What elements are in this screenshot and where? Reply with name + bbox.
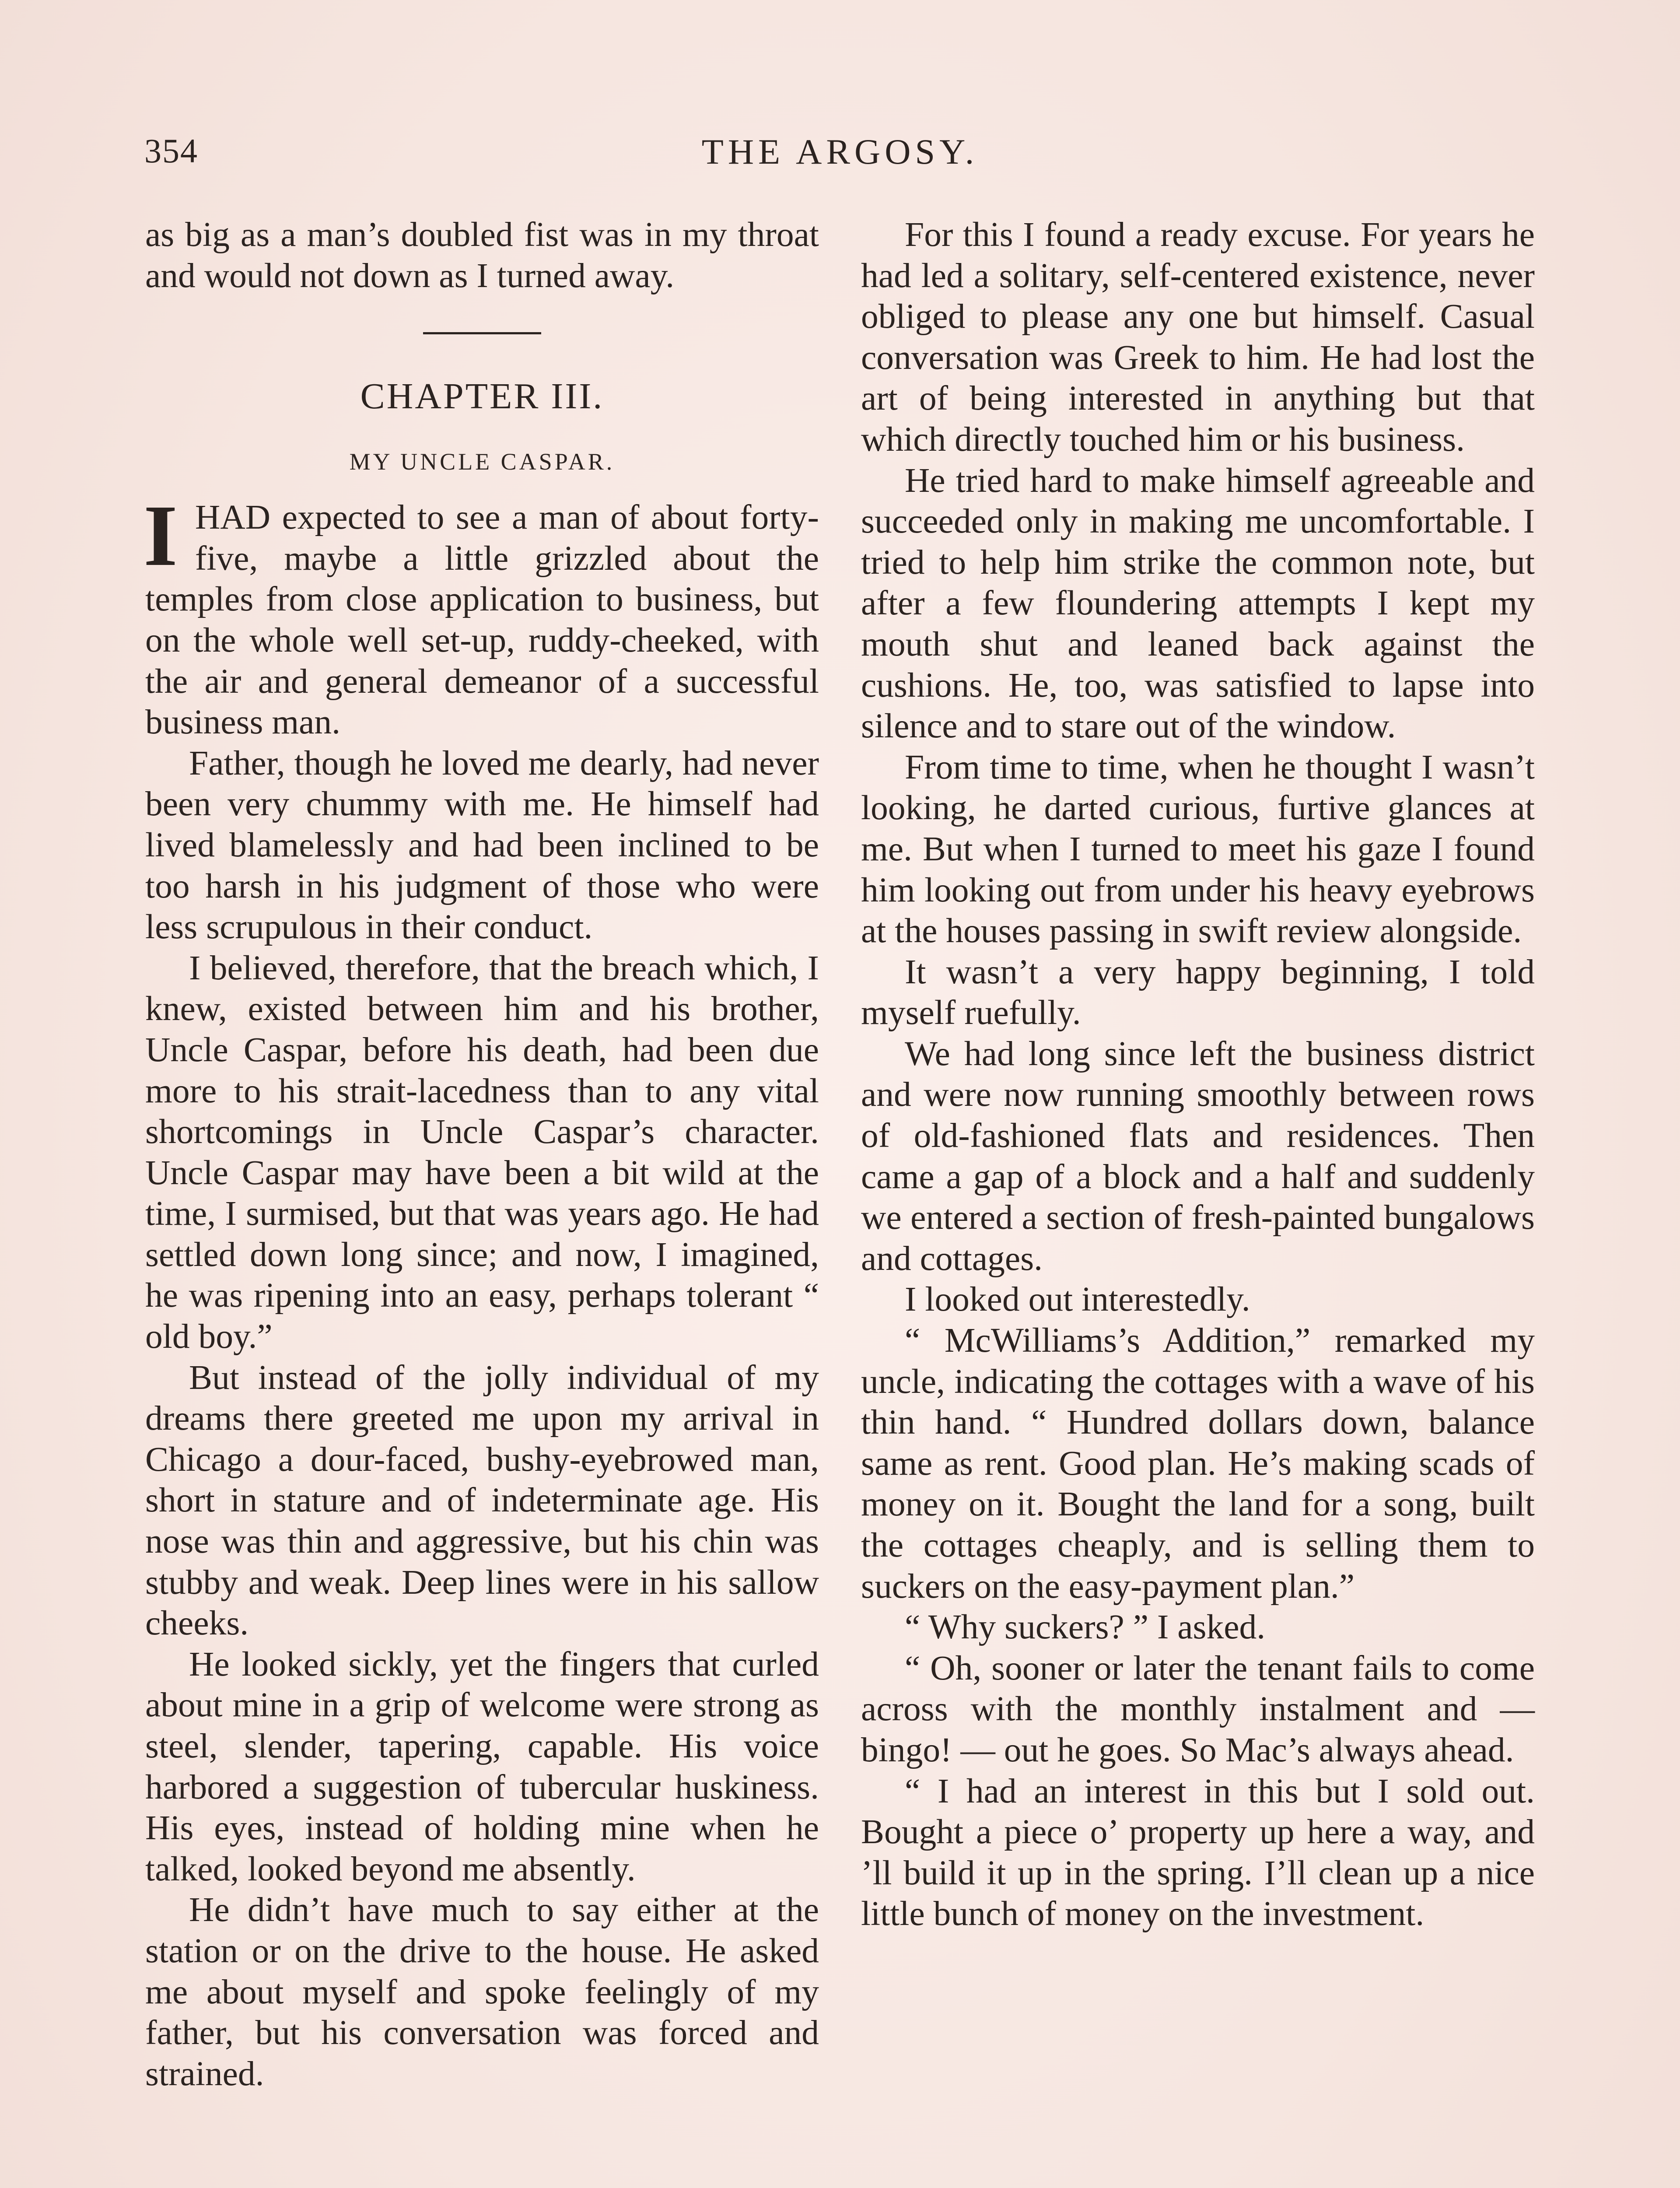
page-number: 354 [144,132,198,170]
left-column [145,214,819,2094]
running-head: THE ARGOSY. [701,132,979,172]
paragraph: We had long since left the business district and were now running smoothly between rows of old-fashioned flats and residences. Then came a gap of a block and a half and suddenly we entered a section of fresh-painted bungalows and cottages. [861,1034,1535,1278]
opening-paragraph-text: HAD expected to see a man of about forty-five, maybe a little grizzled about the temples from close application to business, but on the whole well set-up, ruddy-cheeked, with the air and general demeanor of a successful business man. [145,498,819,742]
chapter-subtitle: MY UNCLE CASPAR. [349,449,615,475]
paragraph: He looked sickly, yet the fingers that curled about mine in a grip of welcome were strong as steel, slender, tapering, capable. His voice harbored a suggestion of tubercular huskiness. His eyes, instead of holding mine when he talked, looked beyond me absently. [145,1645,819,1888]
right-column [861,214,1535,1935]
continuation-paragraph: as big as a man’s doubled fist was in my throat and would not down as I turned away. [145,215,819,295]
paragraph: I looked out interestedly. [905,1280,1250,1319]
paragraph: Father, though he loved me dearly, had never been very chummy with me. He himself had lived blamelessly and had been inclined to be too harsh in his judgment of those who were less scrupulous in their conduct. [145,743,819,947]
paragraph: It wasn’t a very happy beginning, I told myself ruefully. [861,952,1535,1032]
opening-paragraph [144,487,819,743]
section-divider [423,332,541,334]
chapter-title: CHAPTER III. [360,376,604,417]
drop-cap: I [144,487,178,585]
paragraph: “ I had an interest in this but I sold out. Bought a piece o’ property up here a way, and ’ll build it up in the spring. I’ll clean up a nice little bunch of money on the investment. [861,1771,1535,1933]
paragraph: “ Why suckers? ” I asked. [905,1608,1266,1647]
page-header [144,131,1536,179]
paragraph: I believed, therefore, that the breach which, I knew, existed between him and his brother, Uncle Caspar, before his death, had been due more to his strait-lacedness than to any vital shortcomings in Uncle Caspar’s character. Uncle Caspar may have been a bit wild at the time, I surmised, but that was years ago. He had settled down long since; and now, I imagined, he was ripening into an easy, perhaps tolerant “ old boy.” [145,948,819,1356]
paragraph: He tried hard to make himself agreeable and succeeded only in making me uncomfortable. I tried to help him strike the common note, but after a few floundering attempts I kept my mouth shut and leaned back against the cushions. He, too, was satisfied to lapse into silence and to stare out of the window. [861,461,1535,746]
paragraph: He didn’t have much to say either at the station or on the drive to the house. He asked me about myself and spoke feelingly of my father, but his conversation was forced and strained. [145,1890,819,2093]
paragraph: From time to time, when he thought I wasn’t looking, he darted curious, furtive glances at me. But when I turned to meet his gaze I found him looking out from under his heavy eyebrows at the houses passing in swift review alongside. [861,747,1535,950]
paragraph: But instead of the jolly individual of my dreams there greeted me upon my arrival in Chicago a dour-faced, bushy-eyebrowed man, short in stature and of indeterminate age. His nose was thin and aggressive, but his chin was stubby and weak. Deep lines were in his sallow cheeks. [145,1358,819,1643]
paragraph: “ McWilliams’s Addition,” remarked my uncle, indicating the cottages with a wave of his thin hand. “ Hundred dollars down, balance same as rent. Good plan. He’s making scads of money on it. Bought the land for a song, built the cottages cheaply, and is selling them to suckers on the easy-payment plan.” [861,1321,1535,1606]
paragraph: “ Oh, sooner or later the tenant fails to come across with the monthly instalment and — bingo! — out he goes. So Mac’s always ahead. [861,1648,1535,1769]
paragraph: For this I found a ready excuse. For years he had led a solitary, self-centered existence, never obliged to please any one but himself. Casual conversation was Greek to him. He had lost the art of being interested in anything but that which directly touched him or his business. [861,215,1535,459]
